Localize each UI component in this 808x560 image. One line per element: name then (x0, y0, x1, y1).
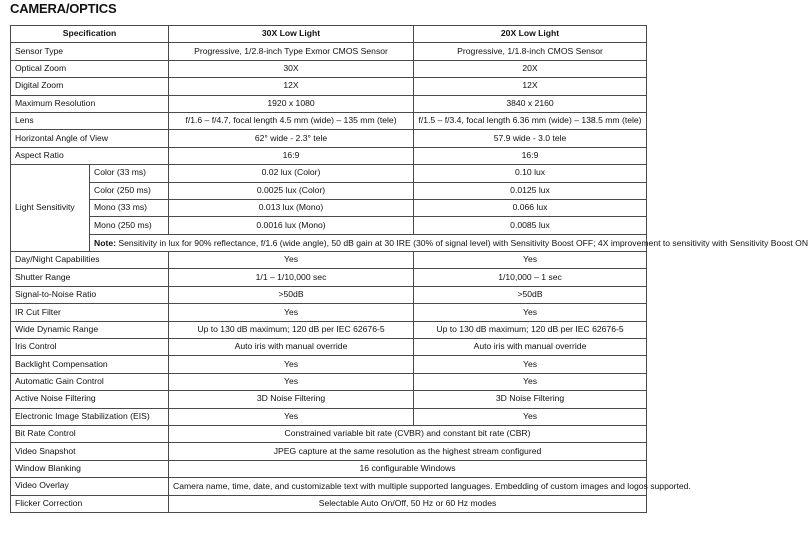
value-30x: Progressive, 1/2.8-inch Type Exmor CMOS Sensor (169, 43, 414, 60)
note-text: Sensitivity in lux for 90% reflectance, f/1.6 (wide angle), 50 dB gain at 30 IRE (30% of signal level) with Sensitivity Boost OFF; 4X improvement to sensitivity with Sensitivity Boost ON (115, 237, 808, 248)
table-row (11, 252, 647, 269)
sub-label: Color (33 ms) (90, 165, 169, 182)
sub-label: Mono (33 ms) (90, 199, 169, 216)
row-label: Sensor Type (11, 43, 169, 60)
value-30x: 0.02 lux (Color) (169, 165, 414, 182)
table-row (11, 373, 647, 390)
table-row (11, 60, 647, 77)
table-row (11, 199, 647, 216)
note-row (11, 234, 647, 251)
row-label: Automatic Gain Control (11, 373, 169, 390)
row-label: Optical Zoom (11, 60, 169, 77)
sub-label: Color (250 ms) (90, 182, 169, 199)
value-20x: 0.10 lux (414, 165, 647, 182)
table-row (11, 478, 647, 495)
value-20x: Progressive, 1/1.8-inch CMOS Sensor (414, 43, 647, 60)
value-20x: 20X (414, 60, 647, 77)
value-30x: 0.0025 lux (Color) (169, 182, 414, 199)
shared-value: 16 configurable Windows (169, 460, 647, 477)
row-label: Maximum Resolution (11, 95, 169, 112)
row-label: Video Snapshot (11, 443, 169, 460)
row-label: Signal-to-Noise Ratio (11, 286, 169, 303)
row-label: Electronic Image Stabilization (EIS) (11, 408, 169, 425)
row-label: Horizontal Angle of View (11, 130, 169, 147)
value-30x: Yes (169, 408, 414, 425)
value-20x: 0.066 lux (414, 199, 647, 216)
value-30x: f/1.6 – f/4.7, focal length 4.5 mm (wide) – 135 mm (tele) (169, 112, 414, 129)
value-20x: 3D Noise Filtering (414, 391, 647, 408)
value-30x: 0.0016 lux (Mono) (169, 217, 414, 234)
value-20x: Yes (414, 252, 647, 269)
spec-table (10, 25, 808, 513)
table-row (11, 391, 647, 408)
value-20x: Up to 130 dB maximum; 120 dB per IEC 62676-5 (414, 321, 647, 338)
row-label: Bit Rate Control (11, 425, 169, 442)
table-row (11, 339, 647, 356)
row-label: Digital Zoom (11, 78, 169, 95)
value-20x: Yes (414, 304, 647, 321)
value-30x: >50dB (169, 286, 414, 303)
value-30x: Yes (169, 356, 414, 373)
row-label: Wide Dynamic Range (11, 321, 169, 338)
table-row (11, 356, 647, 373)
header-row (11, 26, 647, 43)
value-30x: 3D Noise Filtering (169, 391, 414, 408)
table-row (11, 304, 647, 321)
table-row (11, 408, 647, 425)
value-30x: Yes (169, 252, 414, 269)
row-label: IR Cut Filter (11, 304, 169, 321)
shared-value: Selectable Auto On/Off, 50 Hz or 60 Hz modes (169, 495, 647, 512)
value-20x: 12X (414, 78, 647, 95)
value-30x: Auto iris with manual override (169, 339, 414, 356)
table-row (11, 43, 647, 60)
value-20x: 57.9 wide - 3.0 tele (414, 130, 647, 147)
table-row (11, 269, 647, 286)
table-row (11, 95, 647, 112)
value-30x: 62° wide - 2.3° tele (169, 130, 414, 147)
table-row (11, 425, 647, 442)
value-20x: Yes (414, 373, 647, 390)
row-label: Backlight Compensation (11, 356, 169, 373)
table-row (11, 286, 647, 303)
shared-value: Constrained variable bit rate (CVBR) and constant bit rate (CBR) (169, 425, 647, 442)
shared-value: JPEG capture at the same resolution as the highest stream configured (169, 443, 647, 460)
table-row (11, 443, 647, 460)
value-20x: 16:9 (414, 147, 647, 164)
row-label: Active Noise Filtering (11, 391, 169, 408)
table-row (11, 460, 647, 477)
value-30x: 0.013 lux (Mono) (169, 199, 414, 216)
sensitivity-note (90, 234, 808, 251)
value-30x: Yes (169, 373, 414, 390)
shared-value: Camera name, time, date, and customizable text with multiple supported languages. Embedding of custom images and logos supported. (169, 478, 647, 495)
table-row (11, 130, 647, 147)
table-row (11, 147, 647, 164)
value-30x: 1/1 – 1/10,000 sec (169, 269, 414, 286)
table-row (11, 495, 647, 512)
table-row (11, 217, 647, 234)
table-row (11, 321, 647, 338)
row-label: Day/Night Capabilities (11, 252, 169, 269)
value-20x: f/1.5 – f/3.4, focal length 6.36 mm (wide) – 138.5 mm (tele) (414, 112, 647, 129)
table-row (11, 112, 647, 129)
value-20x: >50dB (414, 286, 647, 303)
value-20x: Yes (414, 356, 647, 373)
row-label: Flicker Correction (11, 495, 169, 512)
value-30x: 1920 x 1080 (169, 95, 414, 112)
value-20x: 1/10,000 – 1 sec (414, 269, 647, 286)
row-label: Aspect Ratio (11, 147, 169, 164)
note-label: Note: (94, 237, 116, 248)
value-20x: Auto iris with manual override (414, 339, 647, 356)
row-label: Window Blanking (11, 460, 169, 477)
header-specification: Specification (11, 26, 169, 43)
value-20x: 3840 x 2160 (414, 95, 647, 112)
row-label: Video Overlay (11, 478, 169, 495)
row-label: Iris Control (11, 339, 169, 356)
value-30x: 30X (169, 60, 414, 77)
row-label: Shutter Range (11, 269, 169, 286)
row-label: Lens (11, 112, 169, 129)
light-sensitivity-label: Light Sensitivity (11, 165, 90, 252)
value-20x: 0.0085 lux (414, 217, 647, 234)
value-30x: Up to 130 dB maximum; 120 dB per IEC 62676-5 (169, 321, 414, 338)
header-30x: 30X Low Light (169, 26, 414, 43)
section-title: CAMERA/OPTICS (10, 1, 117, 16)
table-row (11, 78, 647, 95)
value-20x: 0.0125 lux (414, 182, 647, 199)
sub-label: Mono (250 ms) (90, 217, 169, 234)
value-30x: 16:9 (169, 147, 414, 164)
header-20x: 20X Low Light (414, 26, 647, 43)
table-row (11, 165, 647, 182)
value-20x: Yes (414, 408, 647, 425)
value-30x: Yes (169, 304, 414, 321)
table-row (11, 182, 647, 199)
value-30x: 12X (169, 78, 414, 95)
